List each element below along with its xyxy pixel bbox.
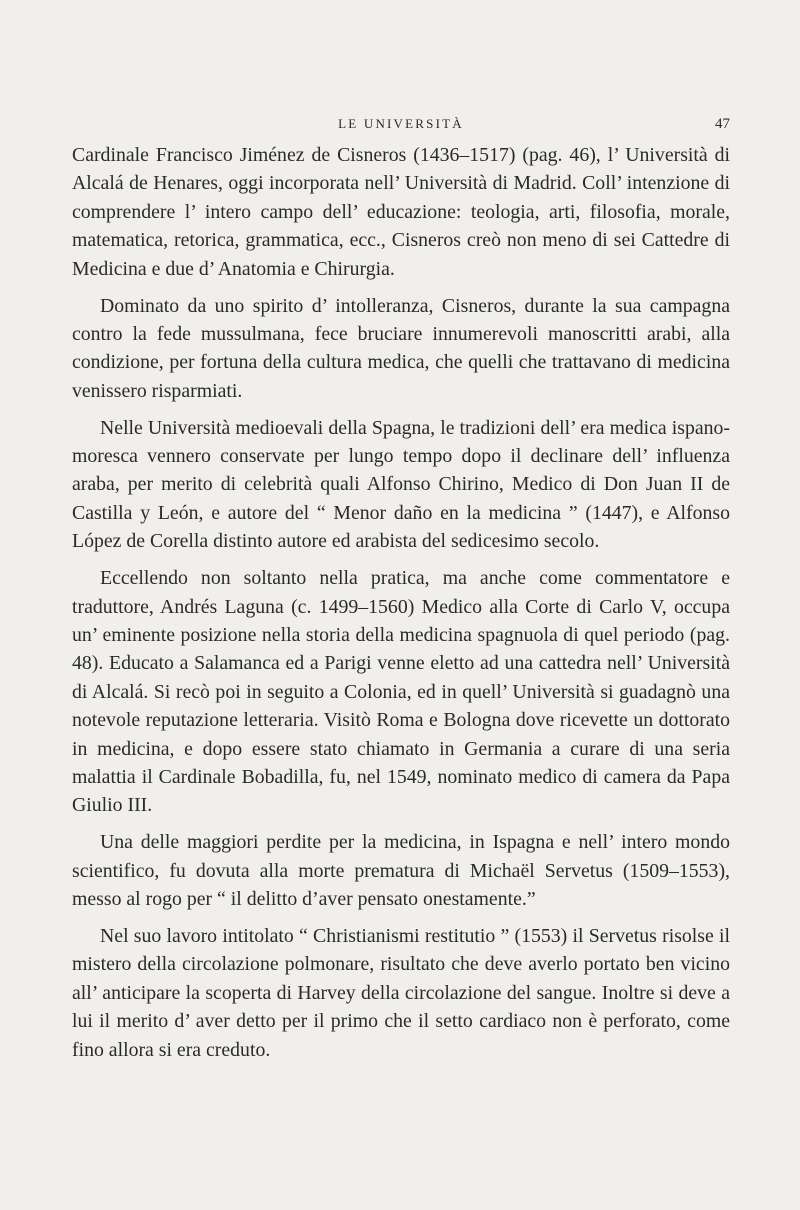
paragraph-1: Cardinale Francisco Jiménez de Cisneros (1436–1517) (pag. 46), l’ Università di Alcalá de Henares, oggi incorporata nell’ Università di Madrid. Coll’ intenzione di comprendere l’ intero campo dell’ educazione: teologia, arti, filosofia, morale, matematica, retorica, grammatica, ecc., Cisneros creò non meno di sei Cattedre di Medicina e due d’ Anatomia e Chirurgia. [72,144,730,280]
paragraph-6: Nel suo lavoro intitolato “ Christianismi restitutio ” (1553) il Servetus risolse il mistero della circolazione polmonare, risultato che deve averlo portato ben vicino all’ anticipare la scoperta di Harvey della circolazione del sangue. Inoltre si deve a lui il merito d’ aver detto per il primo che il setto cardiaco non è perforato, come fino allora si era creduto. [72,925,730,1061]
running-title: LE UNIVERSITÀ [338,116,464,131]
running-head [72,116,730,138]
body-text [72,141,730,1073]
paragraph-5: Una delle maggiori perdite per la medicina, in Ispagna e nell’ intero mondo scientifico, fu dovuta alla morte prematura di Michaël Servetus (1509–1553), messo al rogo per “ il delitto d’aver pensato onestamente.” [72,831,730,911]
paragraph-3: Nelle Università medioevali della Spagna, le tradizioni dell’ era medica ispano-moresca vennero conservate per lungo tempo dopo il declinare dell’ influenza araba, per merito di celebrità quali Alfonso Chirino, Medico di Don Juan II de Castilla y León, e autore del “ Menor daño en la medicina ” (1447), e Alfonso López de Corella distinto autore ed arabista del sedicesimo secolo. [72,416,730,553]
paragraph-2: Dominato da uno spirito d’ intolleranza, Cisneros, durante la sua campagna contro la fede mussulmana, fece bruciare innumerevoli manoscritti arabi, alla condizione, per fortuna della cultura medica, che quelli che trattavano di medicina venissero risparmiati. [72,294,730,402]
page-number: 47 [715,116,730,132]
paragraph-4: Eccellendo non soltanto nella pratica, ma anche come commentatore e traduttore, Andrés Laguna (c. 1499–1560) Medico alla Corte di Carlo V, occupa un’ eminente posizione nella storia della medicina spagnuola di quel periodo (pag. 48). Educato a Salamanca ed a Parigi venne eletto ad una cattedra nell’ Università di Alcalá. Si recò poi in seguito a Colonia, ed in quell’ Università si guadagnò una notevole reputazione letteraria. Visitò Roma e Bologna dove ricevette un dottorato in medicina, e dopo essere stato chiamato in Germania a curare di una seria malattia il Cardinale Bobadilla, fu, nel 1549, nominato medico di camera da Papa Giulio III. [72,567,730,817]
